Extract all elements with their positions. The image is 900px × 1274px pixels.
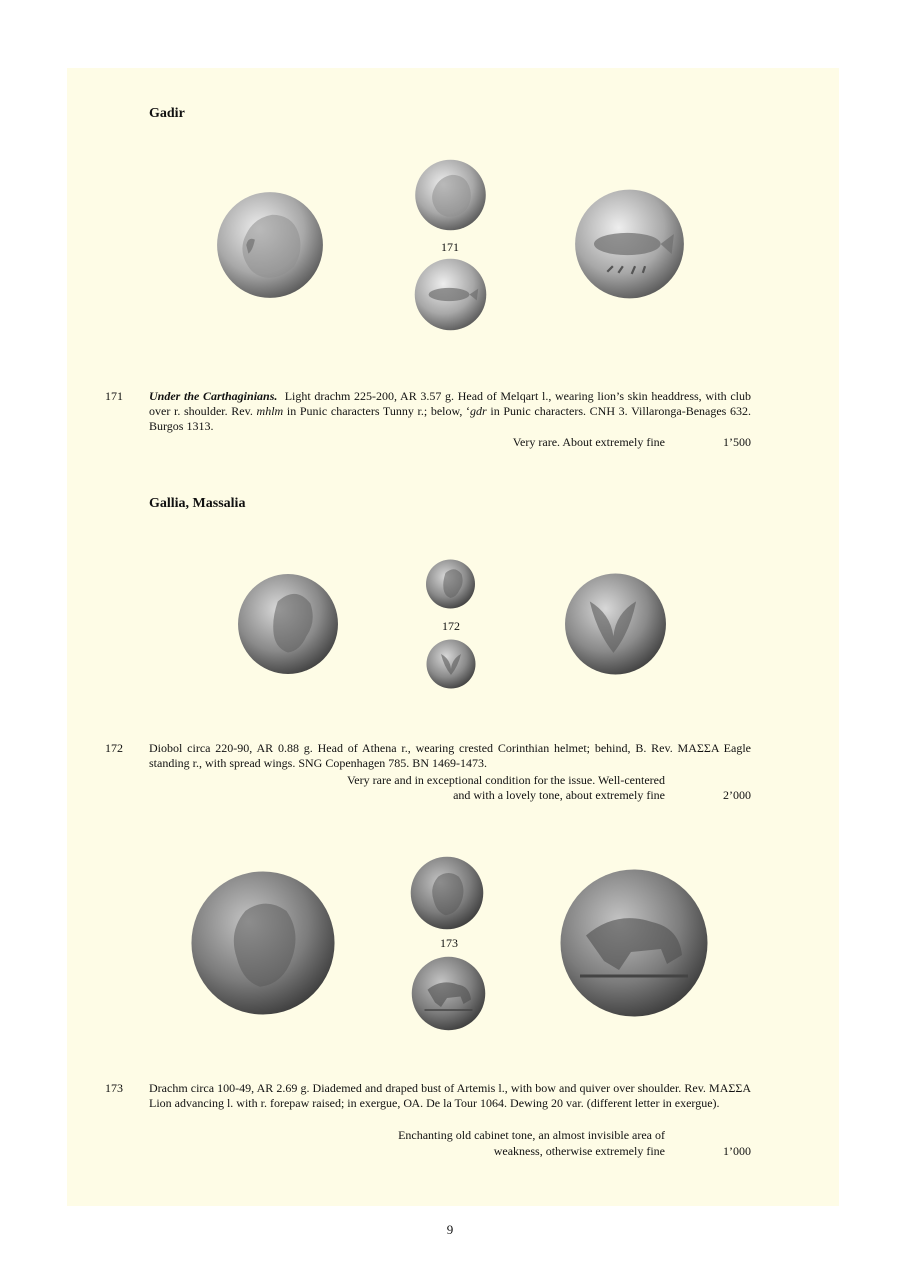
lot-description: Diobol circa 220-90, AR 0.88 g. Head of Athena r., wearing crested Corinthian helmet; behind, B. Rev. ΜΑΣΣΑ Eagle standing r., with spread wings. SNG Copenhagen 785. BN 1469-1473. — [149, 741, 751, 770]
section-title-gallia-massalia: Gallia, Massalia — [149, 496, 246, 511]
lot-title: Under the Carthaginians. — [149, 389, 278, 403]
lot-number: 173 — [105, 1081, 123, 1095]
coin-173-reverse-large — [558, 868, 710, 1018]
coin-172-obverse — [425, 559, 476, 609]
lot-condition: Enchanting old cabinet tone, an almost invisible area of — [398, 1128, 665, 1142]
coin-171-obverse — [414, 159, 487, 231]
coin-172-reverse-large — [564, 572, 667, 676]
lot-condition: Very rare. About extremely fine — [512, 435, 665, 449]
coin-172-reverse — [426, 639, 476, 689]
coin-173-obverse — [410, 856, 484, 930]
lot-price: 2’000 — [723, 788, 751, 802]
lot-condition: weakness, otherwise extremely fine — [493, 1144, 665, 1158]
lot-number: 172 — [105, 741, 123, 755]
coin-171-obverse-large — [213, 191, 327, 299]
section-title-gadir: Gadir — [149, 106, 185, 121]
lot-price: 1’000 — [723, 1144, 751, 1158]
coin-171-reverse-large — [574, 188, 685, 300]
coin-photo-label: 173 — [440, 936, 458, 950]
lot-description: Drachm circa 100-49, AR 2.69 g. Diademed and draped bust of Artemis l., with bow and quiver over shoulder. Rev. ΜΑΣΣΑ Lion advancing l. with r. forepaw raised; in exergue, ΟΑ. De la Tour 1064. Dewing 20 var. (different letter in exergue). — [149, 1081, 751, 1110]
page-number: 9 — [446, 1222, 454, 1237]
coin-photo-label: 172 — [442, 619, 460, 633]
lot-number: 171 — [105, 389, 123, 403]
catalogue-page-panel — [67, 68, 839, 1206]
lot-description: Under the Carthaginians. Light drachm 225-200, AR 3.57 g. Head of Melqart l., wearing lion’s skin headdress, with club over r. shoulder. Rev. mhlm in Punic characters Tunny r.; below, ‘gdr in Punic characters. CNH 3. Villaronga-Benages 632. Burgos 1313. — [149, 389, 752, 433]
coin-173-reverse — [411, 956, 486, 1031]
coin-173-obverse-large — [190, 868, 336, 1018]
lot-price: 1’500 — [723, 435, 751, 449]
lot-condition: Very rare and in exceptional condition for the issue. Well-centered — [346, 773, 665, 787]
coin-171-reverse — [414, 258, 487, 331]
coin-photo-label: 171 — [441, 240, 459, 254]
lot-condition: and with a lovely tone, about extremely fine — [453, 788, 665, 802]
coin-172-obverse-large — [236, 573, 340, 675]
